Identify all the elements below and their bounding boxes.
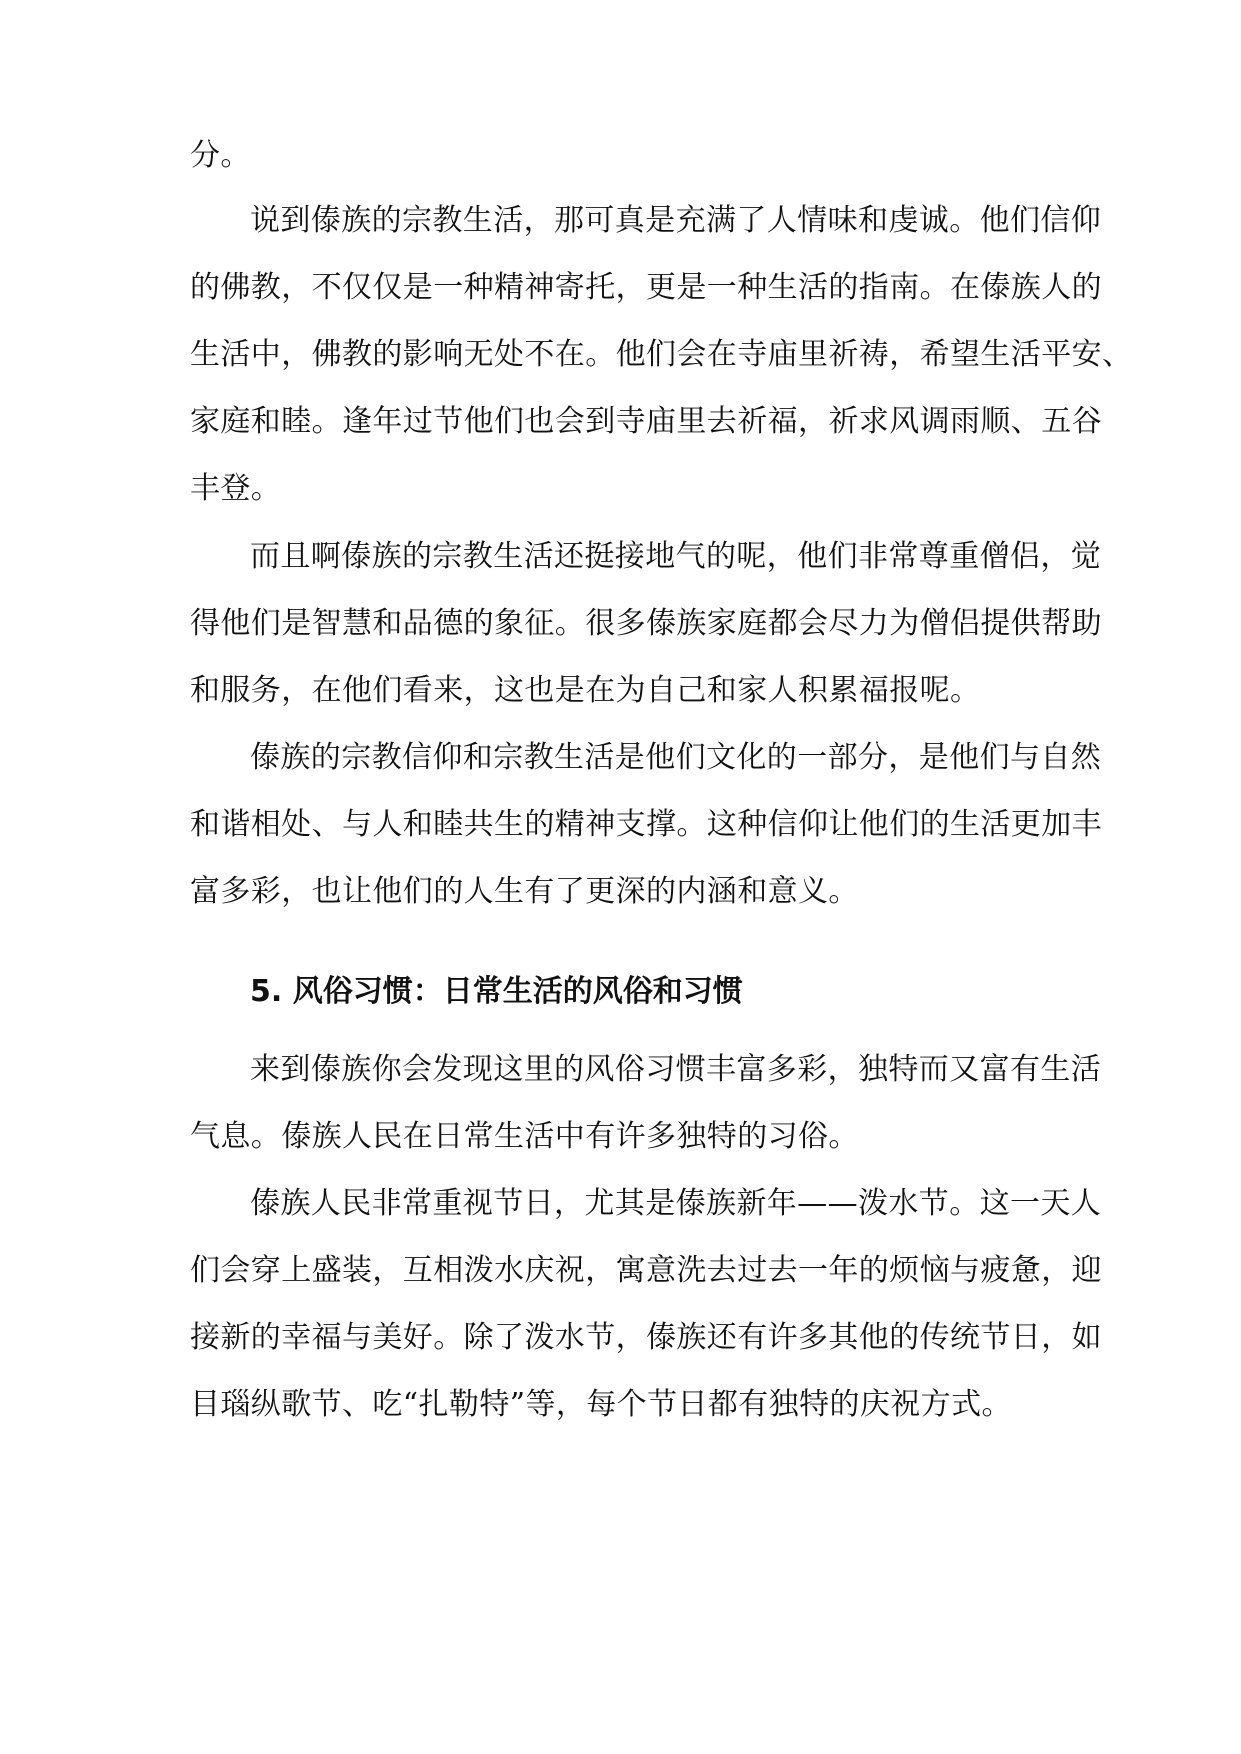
paragraph-first-line: 说到傣族的宗教生活，那可真是充满了人情味和虔诚。他们信仰 (250, 203, 1102, 238)
text-line: 和谐相处、与人和睦共生的精神支撑。这种信仰让他们的生活更加丰 (190, 807, 1102, 842)
text-line: 生活中，佛教的影响无处不在。他们会在寺庙里祈祷，希望生活平安、 (190, 337, 1133, 372)
text-line: 和服务，在他们看来，这也是在为自己和家人积累福报呢。 (190, 673, 981, 708)
text-line: 分。 (190, 138, 251, 173)
section-heading: 5. 风俗习惯：日常生活的风俗和习惯 (250, 974, 743, 1009)
text-line: 接新的幸福与美好。除了泼水节，傣族还有许多其他的传统节日，如 (190, 1320, 1102, 1355)
paragraph-first-line: 傣族人民非常重视节日，尤其是傣族新年——泼水节。这一天人 (250, 1186, 1102, 1221)
text-line: 目瑙纵歌节、吃“扎勒特”等，每个节日都有独特的庆祝方式。 (190, 1387, 1012, 1422)
text-line: 富多彩，也让他们的人生有了更深的内涵和意义。 (190, 874, 859, 909)
paragraph-first-line: 傣族的宗教信仰和宗教生活是他们文化的一部分，是他们与自然 (250, 740, 1102, 775)
text-line: 得他们是智慧和品德的象征。很多傣族家庭都会尽力为僧侣提供帮助 (190, 606, 1102, 641)
text-line: 气息。傣族人民在日常生活中有许多独特的习俗。 (190, 1119, 859, 1154)
text-line: 的佛教，不仅仅是一种精神寄托，更是一种生活的指南。在傣族人的 (190, 270, 1102, 305)
text-line: 丰登。 (190, 471, 282, 506)
text-line: 们会穿上盛装，互相泼水庆祝，寓意洗去过去一年的烦恼与疲惫，迎 (190, 1253, 1102, 1288)
paragraph-first-line: 而且啊傣族的宗教生活还挺接地气的呢，他们非常尊重僧侣，觉 (250, 539, 1102, 574)
paragraph-first-line: 来到傣族你会发现这里的风俗习惯丰富多彩，独特而又富有生活 (250, 1052, 1102, 1087)
text-line: 家庭和睦。逢年过节他们也会到寺庙里去祈福，祈求风调雨顺、五谷 (190, 404, 1102, 439)
